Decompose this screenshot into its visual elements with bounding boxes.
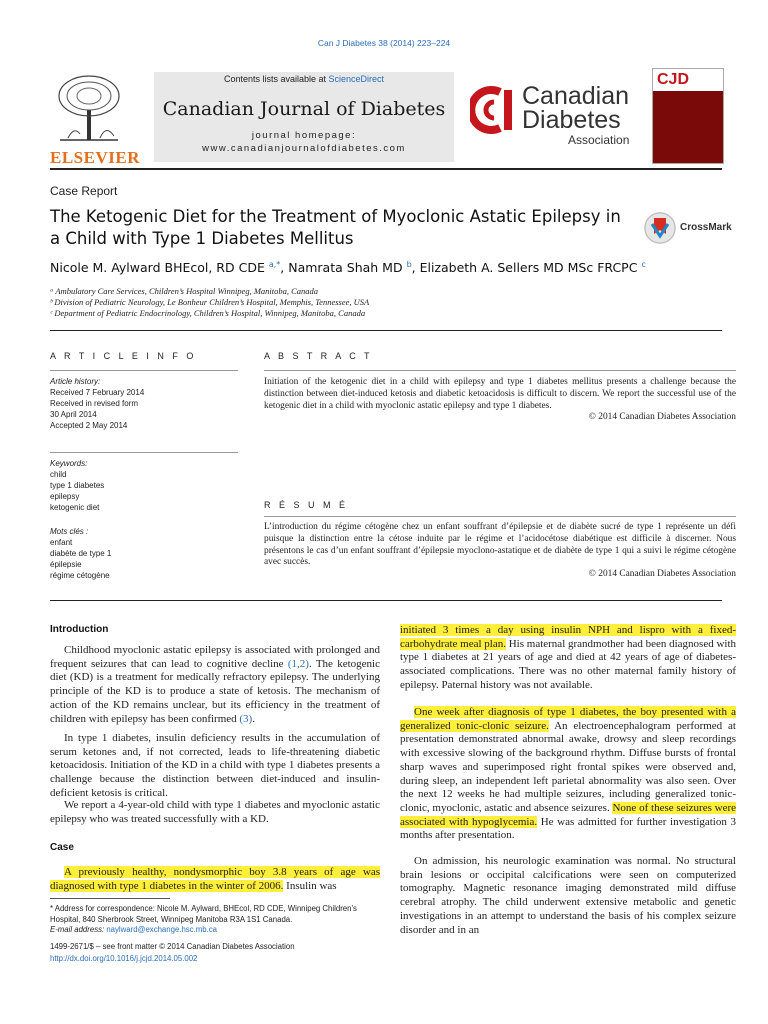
text-run: Insulin was [283,879,337,892]
body-paragraph [50,644,380,726]
sciencedirect-link[interactable]: ScienceDirect [328,74,385,84]
mot-cle: diabète de type 1 [50,549,112,558]
author-name: Elizabeth A. Sellers MD MSc FRCPC [419,260,638,276]
resume-copyright: © 2014 Canadian Diabetes Association [588,569,736,580]
section-rule [50,600,722,601]
issn-line: 1499-2671/$ – see front matter © 2014 Canadian Diabetes Association [50,942,295,951]
resume-heading: R É S U M É [264,500,349,510]
body-paragraph [400,624,736,693]
contents-line [154,74,454,84]
article-title: The Ketogenic Diet for the Treatment of Myoclonic Astatic Epilepsy in a Child with Type 1 Diabetes Mellitus [50,207,621,248]
divider [264,370,736,371]
email-label: E-mail address: [50,925,107,934]
mot-cle: enfant [50,538,73,547]
keyword: epilepsy [50,492,80,501]
body-paragraph: We report a 4-year-old child with type 1 diabetes and myoclonic astatic epilepsy who was treated successfully with a KD. [50,799,380,825]
text-run: He was admitted for further investigation 3 months after presentation. [400,815,736,842]
affiliation: ᵇ Division of Pediatric Neurology, Le Bonheur Children’s Hospital, Memphis, Tennessee, USA [50,297,370,307]
divider [264,516,736,517]
text-run: Childhood myoclonic astatic epilepsy is associated with prolonged and frequent seizures that can lead to cognitive decline [50,644,380,670]
keyword: ketogenic diet [50,503,100,512]
author-separator: , [411,260,420,276]
abstract-body [264,377,736,424]
highlighted-text: A previously healthy, nondysmorphic boy 3.8 years of age was diagnosed with type 1 diabetes in the winter of 2006. [50,866,380,892]
journal-name: Canadian Journal of Diabetes [162,98,446,120]
elsevier-wordmark: ELSEVIER [50,148,140,167]
author-affiliation-marker[interactable]: c [641,260,646,269]
author-name: Namrata Shah MD [288,260,403,276]
journal-citation[interactable]: Can J Diabetes 38 (2014) 223–224 [317,38,451,48]
history-item: Accepted 2 May 2014 [50,421,128,430]
abstract-text: Initiation of the ketogenic diet in a child with epilepsy and type 1 diabetes mellitus presents a challenge because the distinction between diet-induced ketosis and diabetic ketoacidosis is difficult to discern. We report the successful use of the ketogenic diet in a child with myoclonic astatic epilepsy and type 1 diabetes. [264,377,736,411]
divider [50,370,238,371]
introduction-heading: Introduction [50,624,109,635]
author-separator: , [280,260,289,276]
section-rule [50,330,722,331]
cda-mark-icon [470,86,518,134]
homepage-url[interactable]: www.canadianjournalofdiabetes.com [202,143,406,154]
doi-link[interactable]: http://dx.doi.org/10.1016/j.jcjd.2014.05.002 [50,954,198,963]
motscles-label: Mots clés : [50,527,89,536]
highlighted-text: initiated 3 times a day using insulin NPH and lispro with a fixed-carbohydrate meal plan. [400,624,736,650]
body-paragraph: On admission, his neurologic examination was normal. No structural brain lesions or occipital calcifications were seen on computerized tomography. Magnetic resonance imaging demonstrated mild diffuse cerebral atrophy. The child underwent extensive metabolic and genetic investigations in an attempt to understand the basis of his complex seizure disorder and in an [400,855,736,936]
author-name: Nicole M. Aylward BHEcol, RD CDE [50,260,265,276]
crossmark-label: CrossMark [680,222,732,233]
abstract-copyright: © 2014 Canadian Diabetes Association [588,412,736,423]
highlighted-text: One week after diagnosis of type 1 diabetes, the boy presented with a generalized tonic-clonic seizure. [400,706,736,732]
crossmark-icon [644,212,676,244]
history-item: Received 7 February 2014 [50,388,145,397]
author-affiliation-marker[interactable]: b [406,260,412,269]
email-link[interactable]: naylward@exchange.hsc.mb.ca [106,925,217,934]
text-run: His maternal grandmother had been diagnosed with type 1 diabetes at 21 years of age and died at 42 years of age of diabetes- associated complications. There was no other maternal family history of epilepsy. Paternal history was not available. [400,637,737,691]
journal-banner [154,72,454,162]
text-run: An electroencephalogram performed at presentation demonstrated abnormal awake, drowsy and sleep recordings with excessive slowing of the background rhythm. Diffuse bursts of frontal sharp waves and superimposed right frontal spikes were observed and, during sleep, an independent left parietal abnormality was also seen. Over the next 12 weeks he had multiple seizures, including generalized tonic-clonic, myoclonic, astatic and absence seizures. [400,719,736,814]
affiliation: ᶜ Department of Pediatric Endocrinology, Children’s Hospital, Winnipeg, Manitoba, Canada [50,308,366,318]
article-history [50,376,238,431]
resume-body [264,522,736,581]
crossmark-button[interactable] [644,212,736,246]
history-label: Article history: [50,377,101,386]
journal-cover[interactable] [652,68,724,164]
text-run: . [252,712,255,725]
body-paragraph [400,706,736,843]
highlighted-text: None of these seizures were associated with hypoglycemia. [400,801,737,828]
author-affiliation-marker[interactable]: a,* [268,260,281,269]
cover-title: CJD [657,71,690,88]
body-paragraph [50,866,380,893]
history-item: Received in revised form [50,399,139,408]
contents-prefix: Contents lists available at [223,74,329,84]
keyword: type 1 diabetes [50,481,105,490]
homepage-label: journal homepage: [251,130,357,141]
elsevier-tree-icon [50,72,128,142]
section-label: Case Report [50,184,118,198]
correspondence-footnote [50,904,380,936]
affiliation: ᵃ Ambulatory Care Services, Children’s Hospital Winnipeg, Manitoba, Canada [50,286,319,296]
motscles-block [50,526,238,581]
header-rule [50,168,722,170]
reference-link[interactable]: (1,2) [287,657,309,670]
author-list [50,260,740,275]
keywords-label: Keywords: [50,459,88,468]
reference-link[interactable]: (3) [239,712,253,725]
cda-line1: Canadian [522,82,630,110]
cda-line2: Diabetes [522,106,621,134]
mot-cle: régime cétogène [50,571,110,580]
footnote-rule [50,898,170,899]
cda-logo [470,80,650,150]
case-heading: Case [50,842,74,853]
cda-line3: Association [568,133,630,147]
divider [50,452,238,453]
resume-text: L’introduction du régime cétogène chez un enfant souffrant d’épilepsie et de diabète sucré de type 1 représente un défi puisque la distinction entre la cétose induite par le régime et l’acidocétose diabétique est difficile à discerner. Nous présentons le cas d’un enfant souffrant d’épilepsie myoclono-astatique et de diabète de type 1 qui a suivi le régime cétogène avec succès. [264,522,736,568]
body-paragraph: In type 1 diabetes, insulin deficiency results in the accumulation of serum ketones and, if not corrected, leads to life-threatening diabetic ketoacidosis. Initiation of the KD in a child with type 1 diabetes presents a challenge because the distinction between diet-induced and insulin-deficient ketosis is critical. [50,732,380,799]
footnote-email-line [50,925,380,936]
mot-cle: épilepsie [50,560,82,569]
history-item: 30 April 2014 [50,410,97,419]
elsevier-logo [50,72,140,167]
article-info-heading: A R T I C L E I N F O [50,351,197,361]
abstract-heading: A B S T R A C T [264,351,373,361]
footnote-address: * Address for correspondence: Nicole M. Aylward, BHEcol, RD CDE, Winnipeg Children’s Hospital, 840 Sherbrook Street, Winnipeg Manitoba R3A 1S1 Canada. [50,904,357,924]
text-run: . The ketogenic diet (KD) is a treatment for medically refractory epilepsy. The underlying principle of the KD is to produce a state of ketosis. The mechanism of action of the KD remains unclear, but its efficiency in the treatment of children with epilepsy has been confirmed [50,657,380,725]
keywords-block [50,458,238,513]
keyword: child [50,470,67,479]
